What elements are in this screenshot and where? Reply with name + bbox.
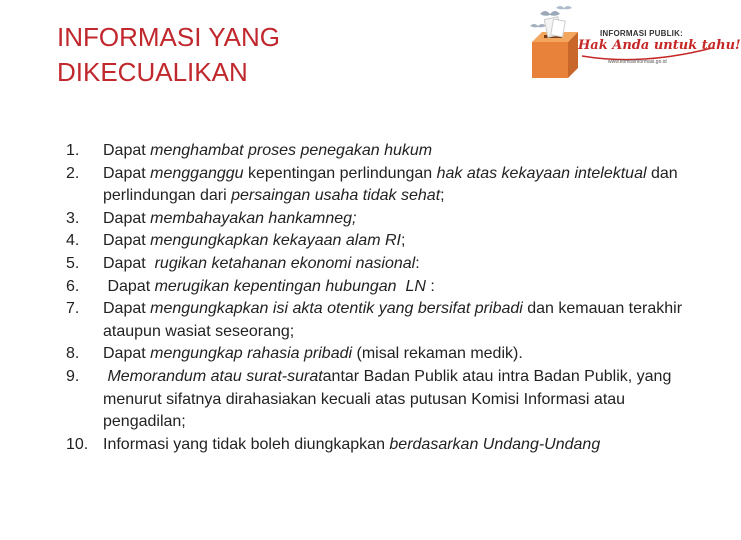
text-segment: Dapat: [103, 254, 155, 272]
title-line-2: DIKECUALIKAN: [57, 57, 248, 87]
list-item: [66, 253, 706, 276]
text-segment: kepentingan perlindungan: [243, 164, 437, 182]
text-segment: (misal rekaman medik).: [352, 345, 523, 363]
list-item: [66, 163, 706, 208]
italic-segment: mengungkap rahasia pribadi: [150, 345, 353, 363]
text-segment: Informasi yang tidak boleh diungkapkan: [103, 435, 390, 453]
text-segment: :: [425, 277, 435, 295]
italic-segment: mengganggu: [150, 164, 244, 182]
list-item: [66, 434, 706, 457]
italic-segment: membahayakan hankamneg;: [150, 209, 357, 227]
logo-heading: INFORMASI PUBLIK:: [600, 29, 683, 38]
list-item: [66, 343, 706, 366]
page-title: [57, 20, 280, 90]
list-item-number: 1.: [66, 142, 80, 159]
italic-segment: mengungkapkan kekayaan alam RI: [150, 232, 401, 250]
list-item: [66, 140, 706, 163]
list-item: [66, 366, 706, 434]
list-item-text: [103, 230, 706, 253]
logo-tagline: Hak Anda untuk tahu!: [578, 38, 741, 53]
italic-segment: hak atas kekayaan intelektual: [436, 164, 647, 182]
list-item-number: 3.: [66, 209, 80, 227]
text-segment: Dapat: [103, 300, 151, 318]
text-segment: antar Badan Publik atau intra Badan Publik, yang menurut sifatnya dirahasiakan kecuali atas putusan Komisi Informasi atau pengadilan;: [103, 367, 676, 431]
list-item-text: [103, 253, 706, 276]
title-line-1: INFORMASI YANG: [57, 22, 280, 52]
logo-url: www.komisiinformasi.go.id: [608, 59, 667, 65]
text-segment: ;: [440, 187, 445, 205]
list-item: [66, 298, 706, 343]
italic-segment: mengungkapkan isi akta otentik yang bersifat pribadi: [150, 300, 523, 318]
text-segment: Dapat: [103, 277, 155, 295]
text-segment: dan perlindungan dari: [103, 164, 683, 205]
list-item-number: 6.: [66, 277, 80, 295]
komisi-informasi-logo: [522, 4, 741, 86]
text-segment: Dapat: [103, 164, 151, 182]
list-item-text: [103, 140, 706, 163]
text-segment: Dapat: [103, 209, 151, 227]
list-item-number: 9.: [66, 367, 80, 385]
list-item-number: 2.: [66, 164, 80, 182]
list-item-number: 5.: [66, 254, 80, 272]
list-item-text: [103, 276, 706, 299]
list-item: [66, 276, 706, 299]
list-item-text: [103, 208, 706, 231]
italic-segment: menghambat proses penegakan hukum: [150, 142, 433, 159]
text-segment: ;: [400, 232, 406, 250]
list-item-number: 10.: [66, 435, 89, 453]
list-item: [66, 230, 706, 253]
list-item-text: [103, 366, 706, 434]
italic-segment: berdasarkan Undang-Undang: [389, 435, 601, 453]
text-segment: dan kemauan terakhir ataupun wasiat seseorang;: [103, 300, 687, 340]
italic-segment: persaingan usaha tidak sehat: [231, 187, 441, 205]
italic-segment: merugikan kepentingan hubungan LN: [154, 277, 426, 295]
list-item-number: 8.: [66, 345, 80, 363]
list-item-text: [103, 298, 706, 343]
text-segment: Dapat: [103, 345, 151, 363]
list-item-number: 7.: [66, 300, 80, 318]
italic-segment: Memorandum atau surat-surat: [107, 367, 323, 385]
text-segment: :: [415, 254, 420, 272]
text-segment: Dapat: [103, 142, 151, 159]
list-item: [66, 208, 706, 231]
exception-list: [66, 140, 706, 456]
text-segment: Dapat: [103, 232, 151, 250]
list-item-text: [103, 163, 706, 208]
list-item-number: 4.: [66, 232, 80, 250]
list-item-text: [103, 343, 706, 366]
italic-segment: rugikan ketahanan ekonomi nasional: [154, 254, 416, 272]
list-item-text: [103, 434, 706, 457]
